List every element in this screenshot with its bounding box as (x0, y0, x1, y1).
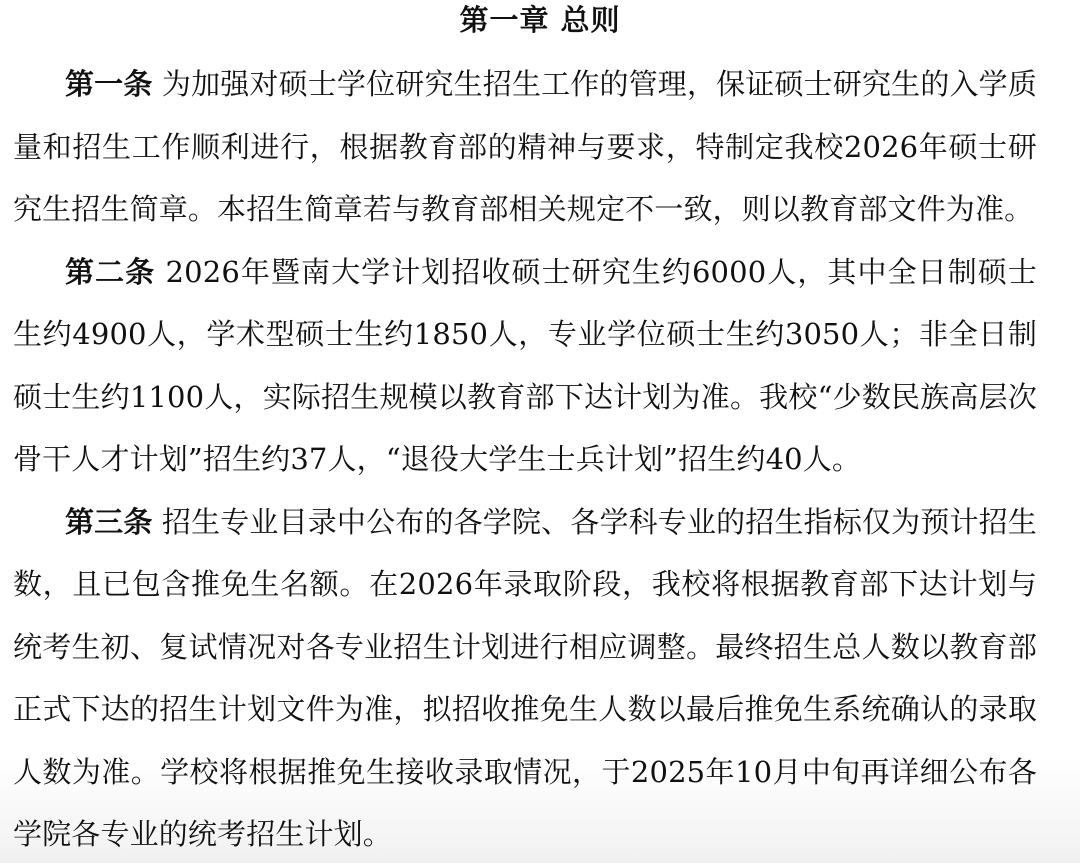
article-label: 第一条 (65, 67, 153, 101)
article-text: 招生专业目录中公布的各学院、各学科专业的招生指标仅为预计招生数，且已包含推免生名额。在2026年录取阶段，我校将根据教育部下达计划与统考生初、复试情况对各专业招生计划进行相应调整。最终招生总人数以教育部正式下达的招生计划文件为准，拟招收推免生人数以最后推免生系统确认的录取人数为准。学校将根据推免生接收录取情况，于2025年10月中旬再详细公布各学院各专业的统考招生计划。 (13, 504, 1037, 851)
article-label: 第三条 (65, 504, 153, 539)
article-text: 为加强对硕士学位研究生招生工作的管理，保证硕士研究生的入学质量和招生工作顺利进行，根据教育部的精神与要求，特制定我校2026年硕士研究生招生简章。本招生简章若与教育部相关规定不一致，则以教育部文件为准。 (13, 67, 1037, 226)
article-3 (13, 491, 1037, 866)
chapter-title: 第一章 总则 (459, 3, 621, 37)
article-label: 第二条 (65, 254, 156, 289)
document-body (13, 53, 1037, 866)
article-text: 2026年暨南大学计划招收硕士研究生约6000人，其中全日制硕士生约4900人，学术型硕士生约1850人，专业学位硕士生约3050人；非全日制硕士生约1100人，实际招生规模以教育部下达计划为准。我校“少数民族高层次骨干人才计划”招生约37人，“退役大学生士兵计划”招生约40人。 (13, 254, 1038, 476)
article-2 (13, 241, 1037, 491)
article-1 (13, 53, 1037, 241)
